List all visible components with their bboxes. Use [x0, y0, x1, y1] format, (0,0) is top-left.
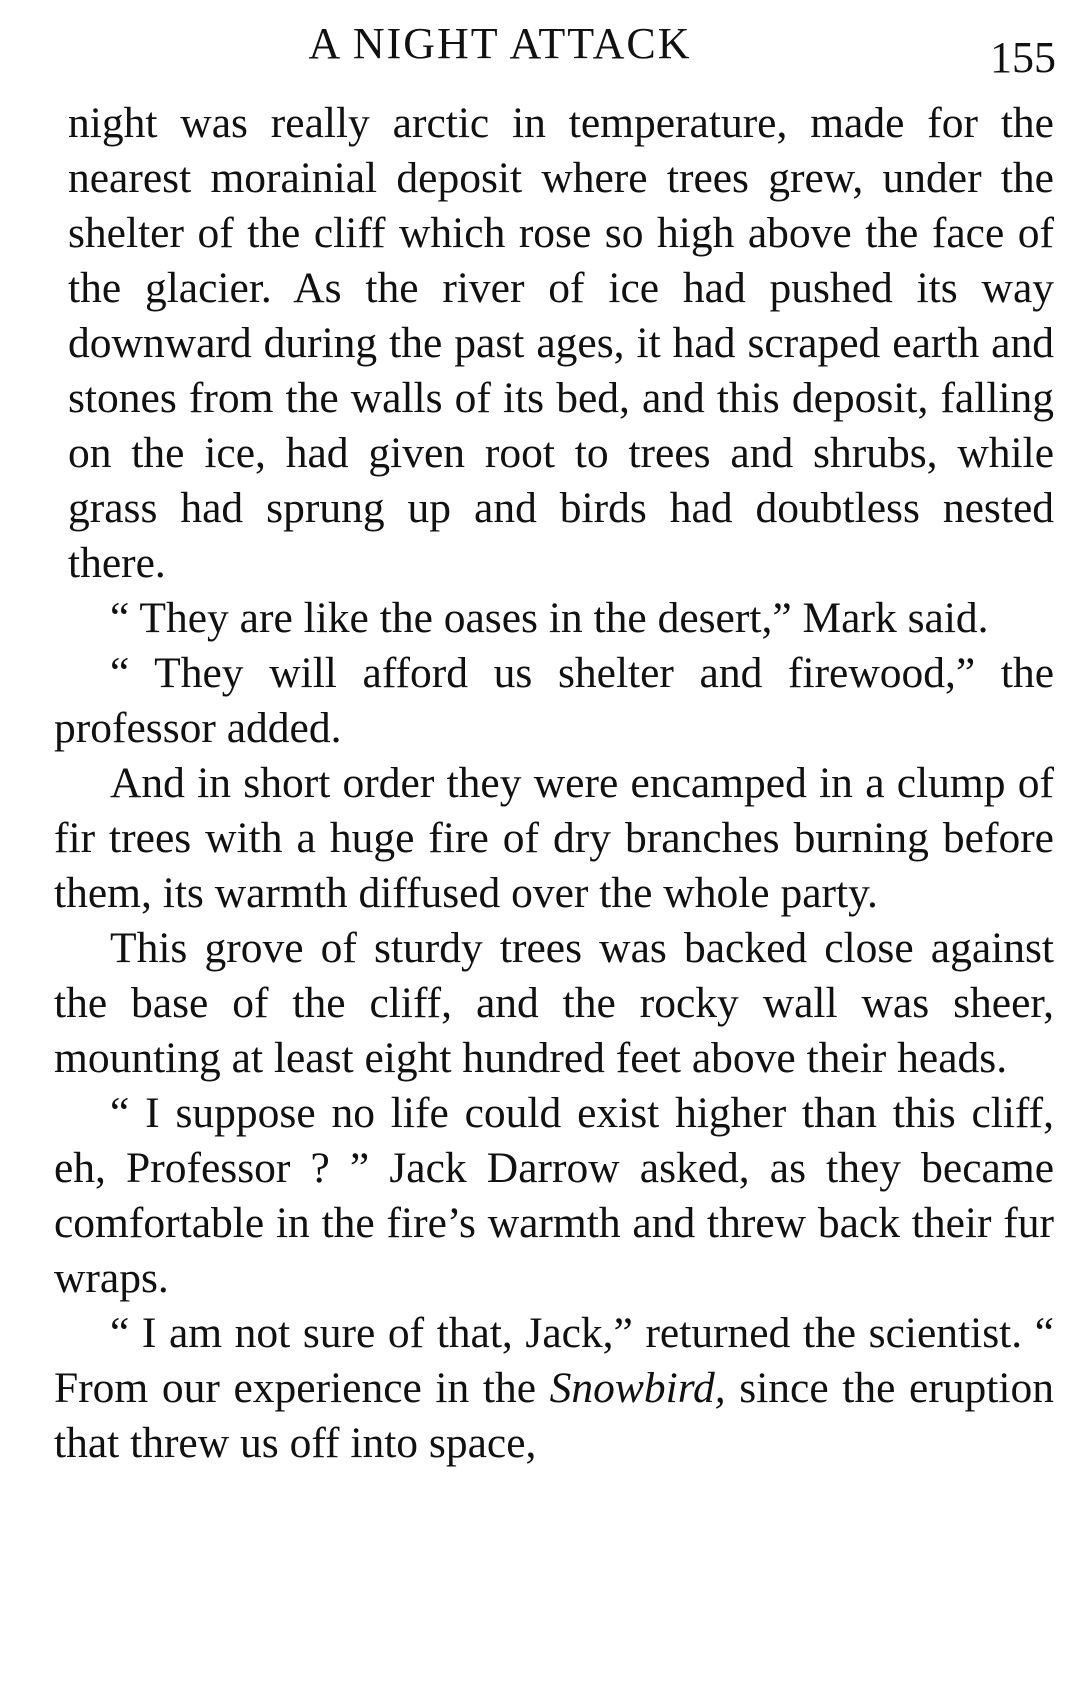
running-head: A NIGHT ATTACK — [308, 19, 692, 68]
paragraph-text: “ I am not sure of that, Jack,” returned the scientist. “ From our experience in the — [54, 1309, 1054, 1412]
paragraph — [54, 1306, 1054, 1471]
paragraph: And in short order they were encamped in a clump of fir trees with a huge fire of dry branches burning before them, its warmth diffused over the whole party. — [54, 759, 1054, 917]
paragraph: night was really arctic in temperature, made for the nearest morainial deposit where trees grew, under the shelter of the cliff which rose so high above the face of the glacier. As the river of ice had pushed its way downward during the past ages, it had scraped earth and stones from the walls of its bed, and this deposit, falling on the ice, had given root to trees and shrubs, while grass had sprung up and birds had doubtless nested there. — [68, 99, 1054, 587]
paragraph-text: since the eruption that threw us off into space, — [54, 1364, 1054, 1467]
ship-name-italic: Snowbird, — [549, 1364, 726, 1412]
paragraph: “ They are like the oases in the desert,” Mark said. — [110, 594, 989, 642]
paragraph: This grove of sturdy trees was backed close against the base of the cliff, and the rocky wall was sheer, mounting at least eight hundred feet above their heads. — [54, 924, 1054, 1082]
page-header — [0, 14, 1092, 82]
body-text — [54, 96, 1054, 1471]
paragraph: “ They will afford us shelter and firewood,” the professor added. — [54, 649, 1054, 752]
page-number: 155 — [990, 33, 1056, 82]
paragraph: “ I suppose no life could exist higher than this cliff, eh, Professor ? ” Jack Darrow asked, as they became comfortable in the fire’s warmth and threw back their fur wraps. — [54, 1089, 1054, 1302]
